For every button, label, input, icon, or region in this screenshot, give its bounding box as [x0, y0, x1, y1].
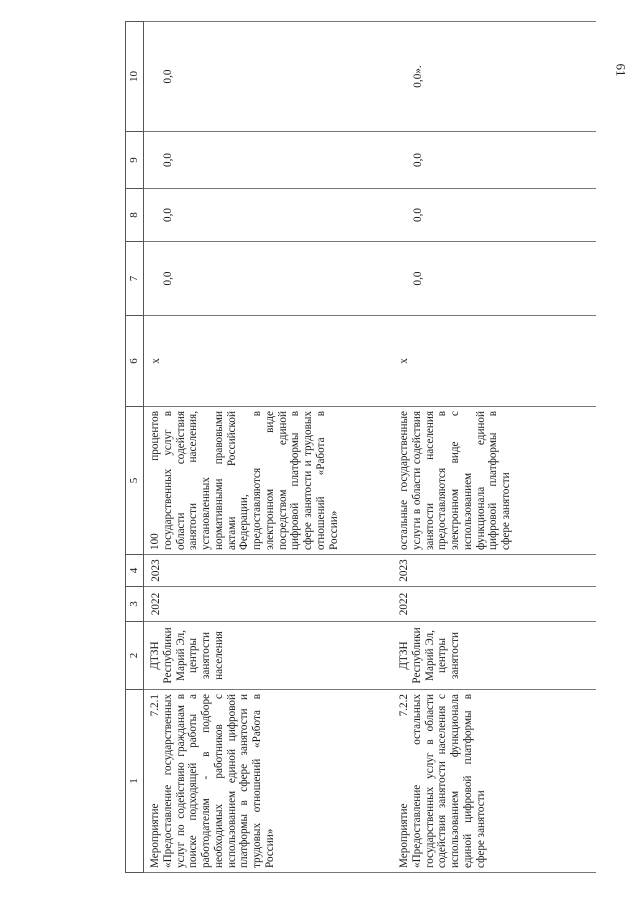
start-year-cell: 2022 — [388, 587, 596, 622]
value-cell-8: 0,0 — [144, 189, 389, 242]
value-cell-10: 0,0». — [388, 22, 596, 132]
value-cell-7: 0,0 — [388, 242, 596, 316]
measures-table — [125, 21, 596, 873]
table-row — [144, 22, 389, 873]
start-year-cell: 2022 — [144, 587, 389, 622]
value-cell-7: 0,0 — [144, 242, 389, 316]
value-cell-8: 0,0 — [388, 189, 596, 242]
header-cell-4: 4 — [126, 555, 144, 587]
header-cell-1: 1 — [126, 690, 144, 873]
executor-cell: ДТЗН Республики Марий Эл, центры занятости — [388, 622, 596, 690]
end-year-cell: 2023 — [388, 555, 596, 587]
header-cell-6: 6 — [126, 316, 144, 407]
value-cell-9: 0,0 — [388, 132, 596, 189]
measure-name-cell: Мероприятие 7.2.1 «Предоставление государственных услуг по содействию гражданам в поиске подходящей работы а работодателям - в подборе необходимых работников с использованием единой цифровой платформы в сфере занятости и трудовых отношений «Работа в России» — [144, 690, 389, 873]
header-cell-5: 5 — [126, 407, 144, 555]
header-cell-2: 2 — [126, 622, 144, 690]
header-cell-3: 3 — [126, 587, 144, 622]
page-number: 61 — [613, 63, 629, 77]
header-cell-8: 8 — [126, 189, 144, 242]
header-cell-10: 10 — [126, 22, 144, 132]
value-cell-9: 0,0 — [144, 132, 389, 189]
indicator-cell: x — [388, 316, 596, 407]
expected-result-cell: остальные государственные услуги в области содействия занятости населения предоставляются в электронном виде с использованием функционала единой цифровой платформы в сфере занятости — [388, 407, 596, 555]
rotated-page-content — [125, 22, 565, 873]
end-year-cell: 2023 — [144, 555, 389, 587]
table-row — [388, 22, 596, 873]
indicator-cell: x — [144, 316, 389, 407]
header-cell-7: 7 — [126, 242, 144, 316]
header-cell-9: 9 — [126, 132, 144, 189]
executor-cell: ДТЗН Республики Марий Эл, центры занятости населения — [144, 622, 389, 690]
measure-name-cell: Мероприятие 7.2.2 «Предоставление остальных государственных услуг в области содействия занятости населения с использованием функционала единой цифровой платформы в сфере занятости — [388, 690, 596, 873]
expected-result-cell: 100 процентов государственных услуг в области содействия занятости населения, установленных нормативными правовыми актами Российской Федерации, предоставляются в электронном виде посредством единой цифровой платформы в сфере занятости и трудовых отношений «Работа в России» — [144, 407, 389, 555]
table-header-row — [126, 22, 144, 873]
value-cell-10: 0,0 — [144, 22, 389, 132]
